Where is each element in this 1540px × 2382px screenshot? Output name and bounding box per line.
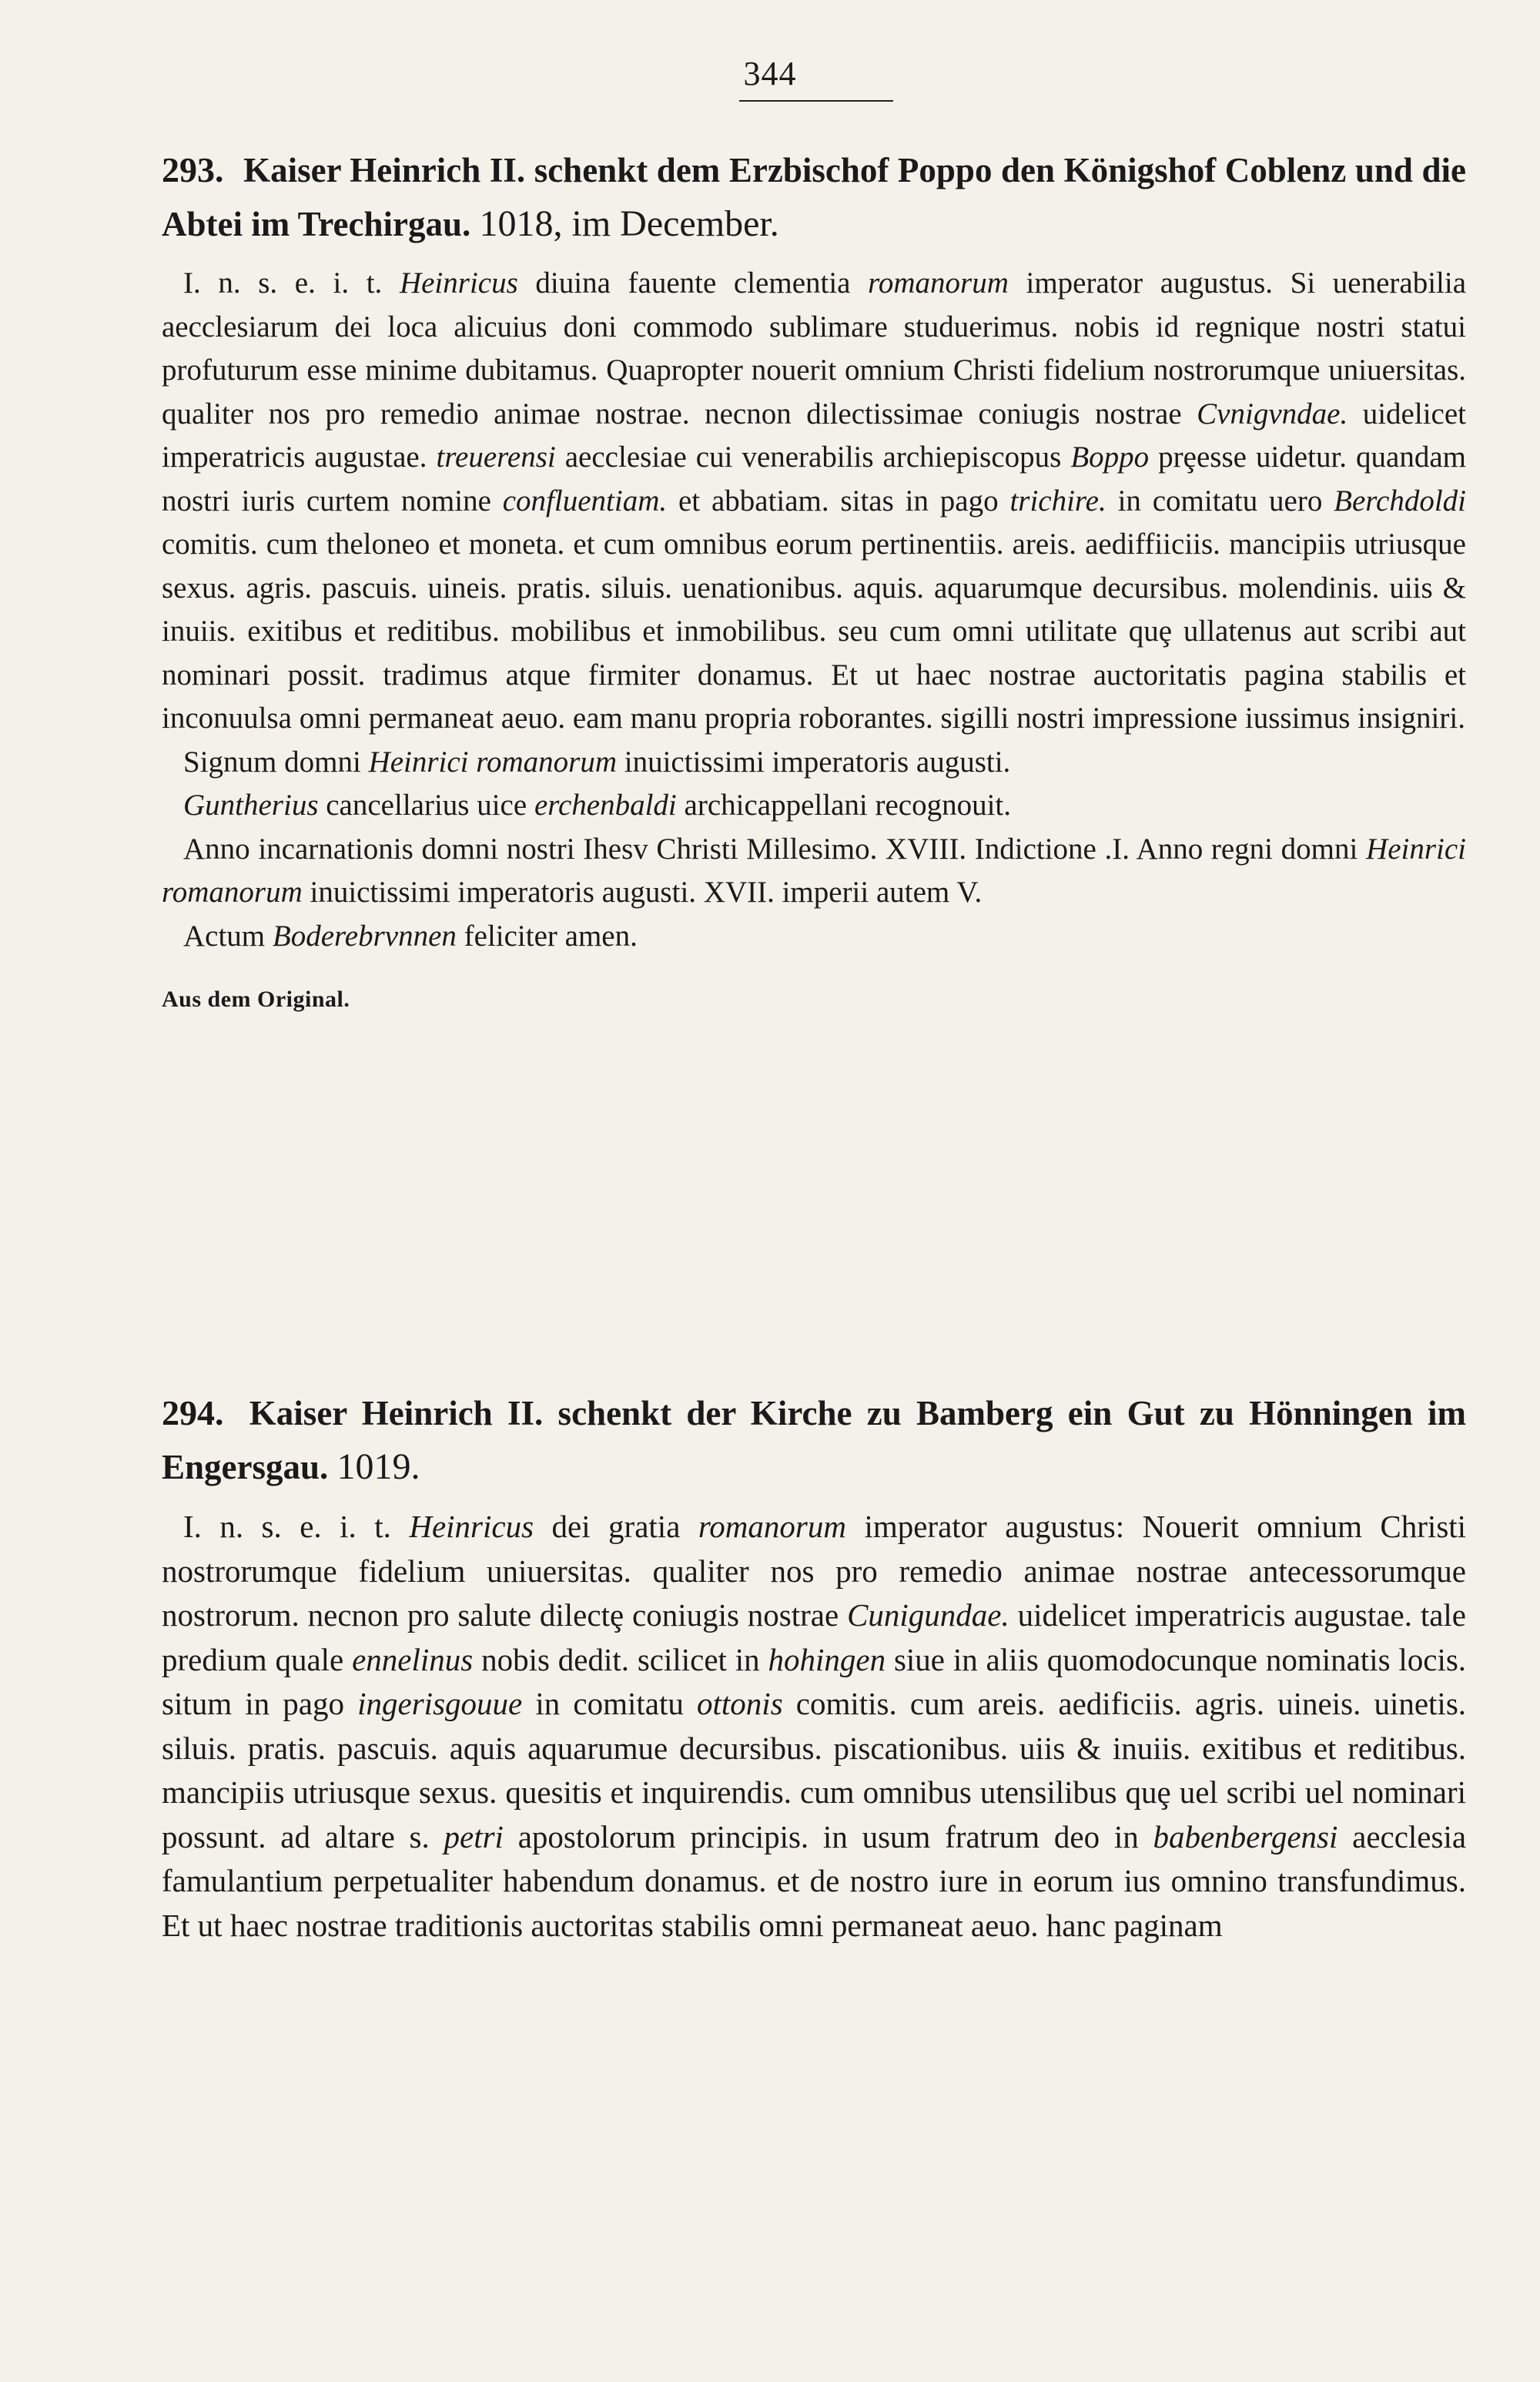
italic-run: erchenbaldi <box>534 789 677 822</box>
text-run: aecclesia famulantium perpetualiter habendum donamus. et de nostro iure in eorum ius omnino transfundimus. Et ut haec nostrae traditionis auctoritas stabilis omni permaneat aeuo. hanc paginam <box>162 1818 1467 1943</box>
italic-run: hohingen <box>768 1641 886 1677</box>
italic-run: Guntherius <box>183 789 319 822</box>
intro-formula: I. n. s. e. i. t. <box>183 1509 391 1544</box>
text-run: diuina fauente clementia <box>535 266 851 300</box>
italic-run: romanorum <box>868 266 1009 300</box>
signum-line <box>162 741 1466 785</box>
intro-formula: I. n. s. e. i. t. <box>183 266 383 300</box>
source-note: Aus dem Original. <box>162 987 350 1012</box>
text-run: et abbatiam. sitas in pago <box>678 484 999 518</box>
charter-text <box>162 262 1466 1022</box>
italic-run: trichire. <box>1009 484 1106 518</box>
italic-run: petri <box>444 1818 504 1854</box>
text-run: nobis dedit. scilicet in <box>481 1641 760 1677</box>
text-run: in comitatu <box>535 1686 684 1721</box>
text-run: comitis. cum areis. aedificiis. agris. uineis. uinetis. siluis. pratis. pascuis. aquis aquarumue decursibus. piscationibus. uiis & inuiis. exitibus et reditibus. mancipiis utriusque sexus. quesitis et inquirendis. cum omnibus utensilibus quȩ uel scribi uel nominari possunt. ad altare s. <box>162 1686 1467 1854</box>
charter-date: 1018, im December. <box>479 203 779 244</box>
charter-heading <box>162 143 1466 251</box>
italic-run: ottonis <box>697 1686 783 1721</box>
text-run: Signum domni <box>183 745 361 779</box>
text-run: cancellarius uice <box>326 789 527 822</box>
charter-body <box>162 1505 1466 1948</box>
text-run: prȩesse uidetur. quandam nostri iuris curtem nomine <box>162 441 1466 518</box>
italic-run: Cunigundae. <box>847 1597 1009 1633</box>
charter-number: 294. <box>162 1393 224 1432</box>
italic-run: Heinrici romanorum <box>368 745 618 779</box>
italic-run: ennelinus <box>352 1641 474 1677</box>
recognition-line <box>162 784 1466 828</box>
text-run: feliciter amen. <box>464 919 638 953</box>
italic-run: Berchdoldi <box>1334 484 1466 518</box>
actum-line <box>162 915 1466 959</box>
text-run: aecclesiae cui venerabilis archiepiscopus <box>564 441 1062 474</box>
charter-title: Kaiser Heinrich II. schenkt dem Erzbischof Poppo den Königshof Coblenz und die Abtei im Trechirgau. <box>162 151 1466 243</box>
issuer-name: Heinricus <box>409 1509 534 1544</box>
page-number-rule <box>739 100 893 102</box>
text-run: siue in aliis quomodocunque nominatis locis. situm in pago <box>162 1641 1467 1721</box>
italic-run: Boderebrvnnen <box>272 919 457 953</box>
charter-number: 293. <box>162 150 224 189</box>
dating-clause <box>162 828 1466 915</box>
italic-run: Heinrici romanorum <box>162 832 1466 909</box>
text-run: apostolorum principis. in usum fratrum deo in <box>517 1818 1139 1854</box>
text-run: uidelicet imperatricis augustae. tale predium quale <box>162 1597 1467 1677</box>
italic-run: Boppo <box>1070 441 1150 474</box>
text-run: uidelicet imperatricis augustae. <box>162 397 1466 474</box>
charter-293 <box>162 143 1466 1022</box>
italic-run: confluentiam. <box>502 484 668 518</box>
charter-text <box>162 1505 1466 1948</box>
page-number: 344 <box>743 55 797 92</box>
charter-294 <box>162 1386 1466 1948</box>
text-run: imperator augustus. Si uenerabilia aecclesiarum dei loca alicuius doni commodo sublimare studuerimus. nobis id regnique nostri statui profuturum esse minime dubitamus. Quapropter nouerit omnium Christi fidelium nostrorumque uniuersitas. qualiter nos pro remedio animae nostrae. necnon dilectissimae coniugis nostrae <box>162 266 1467 431</box>
text-run: inuictissimi imperatoris augusti. XVII. imperii autem V. <box>310 876 983 909</box>
italic-run: romanorum <box>698 1509 846 1544</box>
text-run: Actum <box>183 919 266 953</box>
text-run: archicappellani recognouit. <box>684 789 1011 822</box>
text-run: inuictissimi imperatoris augusti. <box>624 745 1011 779</box>
charter-body <box>162 262 1466 741</box>
italic-run: ingerisgouue <box>357 1686 523 1721</box>
italic-run: babenbergensi <box>1153 1818 1338 1854</box>
text-run: Anno incarnationis domni nostri Ihesv Christi Millesimo. XVIII. Indictione .I. Anno regni domni <box>183 832 1358 866</box>
text-run: dei gratia <box>551 1509 681 1544</box>
text-run: in comitatu uero <box>1117 484 1323 518</box>
text-run: comitis. cum theloneo et moneta. et cum omnibus eorum pertinentiis. areis. aediffiiciis. mancipiis utriusque sexus. agris. pascuis. uineis. pratis. siluis. uenationibus. aquis. aquarumque decursibus. molendinis. uiis & inuiis. exitibus et reditibus. mobilibus et inmobilibus. seu cum omni utilitate quȩ ullatenus aut scribi aut nominari possit. tradimus atque firmiter donamus. Et ut haec nostrae auctoritatis pagina stabilis et inconuulsa omni permaneat aeuo. eam manu propria roborantes. sigilli nostri impressione iussimus insigniri. <box>162 528 1466 735</box>
text-run: imperator augustus: Nouerit omnium Christi nostrorumque fidelium uniuersitas. qualiter nos pro remedio animae nostrae antecessorumque nostrorum. necnon pro salute dilectȩ coniugis nostrae <box>162 1509 1467 1633</box>
charter-heading <box>162 1386 1466 1494</box>
charter-date: 1019. <box>336 1446 420 1487</box>
issuer-name: Heinricus <box>399 266 518 300</box>
italic-run: Cvnigvndae. <box>1197 397 1348 431</box>
charter-title: Kaiser Heinrich II. schenkt der Kirche zu Bamberg ein Gut zu Hönningen im Engersgau. <box>162 1394 1467 1486</box>
italic-run: treuerensi <box>436 441 556 474</box>
